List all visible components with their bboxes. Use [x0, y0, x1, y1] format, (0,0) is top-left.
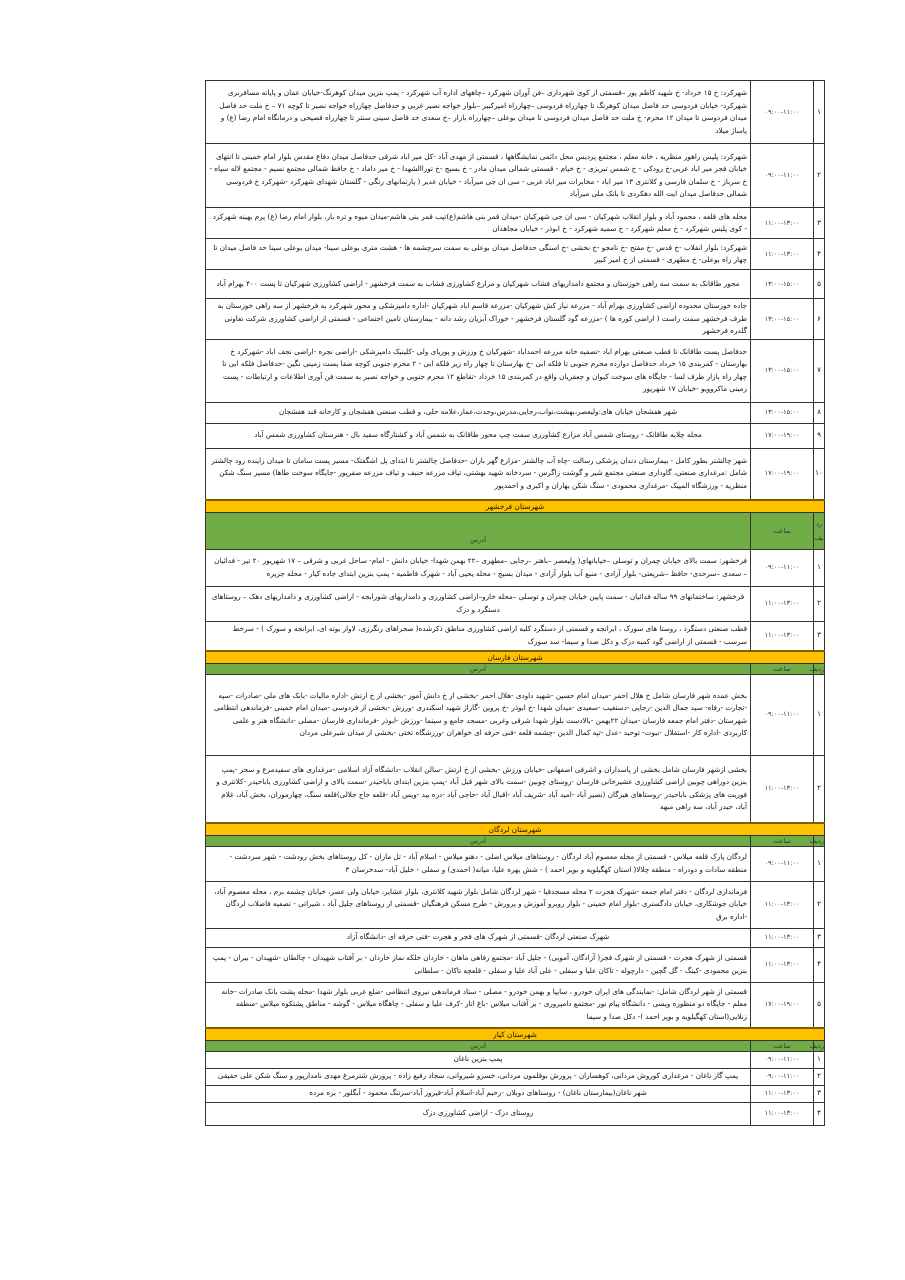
table-row — [206, 621, 825, 651]
table-row — [206, 299, 825, 340]
table-row — [206, 1085, 825, 1102]
address-text: روستای دزک - اراضی کشاورزی دزک — [206, 1102, 751, 1125]
time-range: ۱۱:۰۰-۱۳:۰۰ — [751, 755, 814, 823]
address-text: شهر چالشتر بطور کامل - بیمارستان دندان پزشکی رسالت -چاه آب چالشتر -مزارع گهر باران -حدفاصل چالشتر تا ابتدای پل اشگفتک- مسیر پست سامان تا میدان زاینده رود چالشتر شامل :مرغداری صنعتی، گاوداری صنعتی مجتمع شیر و گوشت زاگرس - سردخانه شهید بهشتی، تیاف مزرعه حنیف و تیاف مزرعه صفرپور -جایگاه سوخت طاها) مسیر سنگ شکن منظریه - ورزشگاه المپیک -مرغداری محمودی - سنگ شکن بهاران و اکبری و احمدپور — [206, 448, 751, 500]
address-text: فرخشهر: ساختمانهای ۹۹ ساله فدائیان - سمت پایین خیابان چمران و توسلی –محله خارو–اراضی کشاورزی و دامداریهای شورابجه - اراضی کشاورزی و دامداریهای دهک – روستاهای دستگرد و دزک — [206, 586, 751, 621]
row-number: ۳ — [814, 928, 825, 947]
address-text: فرمانداری لردگان - دفتر امام جمعه -شهرک هجرت ۲ محله مسجدقبا - شهر لردگان شامل بلوار شهید کلانتری، بلوار عشایر، خیابان ولی عصر، خیابان چشمه برم ، محله معصوم آباد، خیابان جوشکاری، خیابان دادگستری -بلوار امام خمینی - بلوار روبرو آموزش و پرورش - طرح مسکن فرهنگیان -قسمتی از روستاهای جلیل آباد ، شیراتی - تصفیه فاضلاب لردگان -اداره برق — [206, 881, 751, 928]
time-range: ۰۹:۰۰-۱۱:۰۰ — [751, 1068, 814, 1085]
address-text: شهرک صنعتی لردگان -قسمتی از شهرک های فجر و هجرت -فنی حرفه ای -دانشگاه آزاد — [206, 928, 751, 947]
row-number: ۲ — [814, 1068, 825, 1085]
row-number: ۵ — [814, 270, 825, 299]
header-time: ساعت — [751, 835, 814, 846]
header-address: آدرس — [206, 835, 751, 846]
column-header-row — [206, 835, 825, 846]
time-range: ۱۳:۰۰-۱۵:۰۰ — [751, 339, 814, 402]
address-text: شهرکرد: بلوار انقلاب -خ قدس -خ مفتح -خ نامجو -خ نخشی -خ اسنگی حدفاصل میدان بوعلی به سمت سرچشمه ها - هشت متری بوعلی سینا- میدان بوعلی سینا حد فاصل میدان تا چهار راه بوعلی- خ مطهری - قسمتی از خ امیر کبیر — [206, 239, 751, 270]
time-range: ۱۱:۰۰-۱۳:۰۰ — [751, 621, 814, 651]
table-row — [206, 755, 825, 823]
table-row — [206, 1051, 825, 1068]
address-text: شهرکرد: خ ۱۵ خرداد- خ شهید کاظم پور –قسمتی از کوی شهرداری –فن آوران شهرکرد –چاههای اداره آب شهرکرد - پمپ بنزین میدان کوهرنگ-خیابان عمان و پایانه مسافربری شهرکرد- خیابان فردوسی حد فاصل میدان کوهرنگ تا چهارراه فردوسی –چهارراه امیرکبیر –بلوار خواجه نصیر غربی و حدفاصل چهارراه خواجه نصیر تا کوچه ۷۱ – خ ملت حد فاصل میدان فردوسی تا میدان ۱۲ محرم- خ ملت حد فاصل میدان فردوسی تا میدان بوعلی –چهارراه بازار –خ سعدی حد فاصل سینی سنتر تا چهارراه فصیحی و درمانگاه امام رضا (ع) و پاساژ میلاد — [206, 81, 751, 144]
table-row — [206, 144, 825, 208]
table-row — [206, 423, 825, 448]
table-row — [206, 448, 825, 500]
time-range: ۱۱:۰۰-۱۳:۰۰ — [751, 881, 814, 928]
table-row — [206, 239, 825, 270]
row-number: ۱ — [814, 674, 825, 755]
time-range: ۰۹:۰۰-۱۱:۰۰ — [751, 674, 814, 755]
row-number: ۸ — [814, 402, 825, 423]
time-range: ۰۹:۰۰-۱۱:۰۰ — [751, 549, 814, 586]
row-number: ۵ — [814, 982, 825, 1028]
county-title: شهرستان لردگان — [206, 823, 825, 836]
table-row — [206, 549, 825, 586]
address-text: محور طاقانک به سمت سه راهی خوزستان و مجتمع دامداریهای فشاب شهرکیان و مزارع کشاورزی فشاب به سمت فرخشهر - اراضی کشاورزی شهرکیان تا پست ۴۰۰ بهرام آباد — [206, 270, 751, 299]
county-title: شهرستان کیار — [206, 1028, 825, 1041]
section-title-row — [206, 823, 825, 836]
header-time: ساعت — [751, 512, 814, 549]
time-range: ۱۱:۰۰-۱۳:۰۰ — [751, 928, 814, 947]
section-title-row — [206, 1028, 825, 1041]
row-number: ۳ — [814, 1085, 825, 1102]
column-header-row — [206, 512, 825, 549]
header-time: ساعت — [751, 663, 814, 674]
time-range: ۱۱:۰۰-۱۳:۰۰ — [751, 586, 814, 621]
table-row — [206, 846, 825, 881]
row-number: ۱ — [814, 81, 825, 144]
header-row-number: ردیف — [809, 664, 824, 673]
address-text: قسمتی از شهرک هجرت - قسمتی از شهرک فجر( آزادگان، آمویی) - جلیل آباد -مجتمع رفاهی ماهان - خاردان خلکه نماز خاردان - بر آفتاب شهیدان - چالطان -شهیدان - بیران - پمپ بنزین محمودی -کینگ - گل گچین - دارچوله - تاکان علیا و سفلی - علی آباد علیا و سفلی - قلعچه تاکان - سلطانی — [206, 947, 751, 982]
address-text: شهرکرد: پلیس راهور منظریه ، خانه معلم ، مجتمع پردیس محل دائمی نمایشگاهها ، قسمتی از مهدی آباد -کل میر اباد شرقی حدفاصل میدان دفاع مقدس بلوار امام خمینی تا انتهای خیابان فجر میر اباد غربی-خ رودکی - خ شمس تبریزی - خ خیام - قسمتی شمالی میدان مادر - خ بسیج -خ توراالشهدا - خ میر داماد - خ حافظ شمالی مجتمع نسیم - مجتمع لاله سپاه - خ سرباز - خ سلمان فارسی و کلانتری ۱۳ میر اباد - مخابرات میر اباد غربی - سی ان جی میرآباد - خیابان غدیر ( پارتمانهای رنگی - گلستان شهدای شهرکرد -شهرکرد خ فردوسی شمالی حدفاصل میدان ایت الله دهکردی تا بانک ملی میرآباد — [206, 144, 751, 208]
row-number: ۲ — [814, 586, 825, 621]
row-number: ۲ — [814, 755, 825, 823]
header-address: آدرس — [206, 512, 751, 549]
table-row — [206, 881, 825, 928]
address-text: حدفاصل پست طاقانک تا قطب صنعتی بهرام اباد -تصفیه خانه مزرعه احمداباد -شهرکیان خ ورزش و پوریای ولی -کلینیک دامپزشکی -اراضی نجره -اراضی نجف اباد -شهرکرد خ بهارستان - کمربندی ۱۵ خرداد حدفاصل دوازده محرم جنوبی تا فلکه ابی -خ بهارستان تا چهار راه زیر فلکه ابی - ۲ محرم جنوبی کوچه صفا پست زمینی نگین -حدفاصل فلکه ابی تا چهار راه بازار طرف لسا - جایگاه های سوخت کیوان و جعفریان واقع در کمربندی ۱۵ خرداد -تقاطع ۱۲ محرم جنوبی و خواجه نصیر به سمت فن آوری اطلاعات و ارتباطات - پست زمینی ماکروویو -خیابان ۱۷ شهریور — [206, 339, 751, 402]
table-row — [206, 1068, 825, 1085]
time-range: ۱۱:۰۰-۱۳:۰۰ — [751, 208, 814, 239]
address-text: بخشی ازشهر فارسان شامل بخشی از پاسداران و اشرفی اصفهانی -خیابان ورزش -بخشی از خ ارتش -سالن انقلاب -دانشگاه آزاد اسلامی -مرغداری های سفیدمرغ و سحر -پمپ بنزین دوراهی چوبین اراضی کشاورزی عشیرخانی فارسان -روستای چوبین -سمت بالای شهر قبل آباد -پمپ بنزین ابتدای باباحیدر -سمت بالای و اراضی کشاورزی باباحیدر -کلانتری و فوریت های پزشکی باباحیدر -روستاهای هیرگان (نصیر آباد -امید آباد -شریف آباد -اقبال آباد -حاجی آباد -دره بید -ویس آباد -قلعه حاج جلالی)قلعه سنگ، چهارموران، بخش آباد، غلام آباد، حیدر آباد، سه راهی مبهه — [206, 755, 751, 823]
table-row — [206, 586, 825, 621]
row-number: ۳ — [814, 208, 825, 239]
row-number: ۱ — [814, 1051, 825, 1068]
time-range: ۰۹:۰۰-۱۱:۰۰ — [751, 1051, 814, 1068]
table-row — [206, 339, 825, 402]
column-header-row — [206, 1040, 825, 1051]
row-number: ۴ — [814, 239, 825, 270]
address-text: شهر هفشجان خیابان های:ولیعصر،بهشت،نواب،رجایی،مدرس،وحدت،عمار،علامه حلی، و قطب صنعتی هفشجان و کارخانه قند هفشجان — [206, 402, 751, 423]
address-text: قسمتی از شهر لردگان شامل: -نمایندگی های ایران خودرو ، سایپا و بهمن خودرو - مصلی - ستاد فرماندهی نیروی انتظامی -ضلع غربی بلوار شهدا -محله پشت بانک صادرات -خانه معلم - جایگاه دو منظوره ویسی - دانشگاه پیام نور -مجتمع دامپروری - بر آفتاب میلاس -باغ انار -کرف علیا و سفلی - چاهگاه میلاس - گوشه - مناطق پشتکوه میلاس -منطقه زنلایی(استان کهگیلویه و بویر احمد )- دکل صدا و سیما — [206, 982, 751, 1028]
header-time: ساعت — [751, 1040, 814, 1051]
row-number: ۳ — [814, 621, 825, 651]
county-title: شهرستان فرخشهر — [206, 500, 825, 513]
address-text: جاده خوزستان محدوده اراضی کشاورزی بهرام آباد - مزرعه نیاز کش شهرکیان -مزرعه قاسم اباد شهرکیان -اداره دامپزشکی و محور شهرکرد به فرخشهر از سه راهی خوزستان به طرف فرخشهر سمت راست ( اراضی کوره ها ) -مزرعه گود گلستان فرخشهر - خوراک آبزیان رشد دانه - بیمارستان تامین اجتماعی - قسمتی از اراضی کشاورزی شرکت تعاونی گلدره فرخشهر — [206, 299, 751, 340]
address-text: قطب صنعتی دستگرد ، روستا های سورک ، ابرانجه و قسمتی از دستگرد کلیه اراضی کشاورزی مناطق ذکرشده( صحراهای رنگرزی، لاوار بوته ای، ابرانجه و سورک ) - سرخط سرسب - قسمتی از اراضی گود کمبه دزک و دکل صدا و سیما- سد سورک — [206, 621, 751, 651]
row-number: ۹ — [814, 423, 825, 448]
row-number: ۷ — [814, 339, 825, 402]
address-text: شهر ناغان(بیمارستان ناغان) - روستاهای دوبلان -رحیم آباد-اسلام آباد-فیروز آباد-سرتنگ محمود - آبگلور - بره مرده — [206, 1085, 751, 1102]
time-range: ۱۱:۰۰-۱۳:۰۰ — [751, 239, 814, 270]
row-number: ۴ — [814, 947, 825, 982]
header-row-number: ردیف — [809, 1041, 824, 1050]
header-row-number: ردیف — [809, 836, 824, 845]
time-range: ۰۹:۰۰-۱۱:۰۰ — [751, 81, 814, 144]
address-text: پمپ بنزین ناغان — [206, 1051, 751, 1068]
county-title: شهرستان فارسان — [206, 651, 825, 664]
row-number: ۴ — [814, 1102, 825, 1125]
time-range: ۰۹:۰۰-۱۱:۰۰ — [751, 144, 814, 208]
time-range: ۱۷:۰۰-۱۹:۰۰ — [751, 982, 814, 1028]
section-title-row — [206, 500, 825, 513]
time-range: ۱۳:۰۰-۱۵:۰۰ — [751, 270, 814, 299]
row-number: ۱۰ — [814, 448, 825, 500]
time-range: ۱۱:۰۰-۱۳:۰۰ — [751, 947, 814, 982]
row-number: ۶ — [814, 299, 825, 340]
address-text: بخش عمده شهر فارسان شامل خ هلال احمر -میدان امام حسین -شهید داودی -هلال احمر -بخشی از خ دانش آموز -بخشی از خ ارتش -اداره مالیات -بانک های ملی -صادرات -سپه -تجارت -رفاه- سید جمال الدین -رجایی -دستغیب -سعیدی -میدان شهدا -خ ابوذر -خ پروین -گاراژ شهید اسکندری -ورزش -بخشی از فردوسی -میدان امام خمینی -فرماندهی انتظامی شهرستان -دفتر امام جمعه فارسان -میدان ۲۲بهمن -بالادست بلوار شهدا شرقی وغربی -مسجد جامع و سینما -ورزش -ابوذر -فرمانداری فارسان -مصلی -دانشگاه هنر و علمی کاربردی -اداره کار -استقلال -نبوت- توحید -عدل -تپه کمال الدین -چشمه قلعه -فنی حرفه ای خواهران -ورزشگاه تختی -بخشی از میدان شیرعلی مردان — [206, 674, 751, 755]
time-range: ۰۹:۰۰-۱۱:۰۰ — [751, 846, 814, 881]
table-row — [206, 270, 825, 299]
table-row — [206, 402, 825, 423]
header-row-number: رد یف — [814, 512, 825, 549]
address-text: محله چلابه طاقانک - روستای شمس آباد مزارع کشاورزی سمت چپ محور طاقانک به شمس آباد و کشتارگاه سفید بال - هنرستان کشاورزی شمس آباد — [206, 423, 751, 448]
address-text: فرخشهر: سمت بالای خیابان چمران و توسلی –خیابانهای( ولیعصر –باهنر –رجایی –مطهری –۲۲ بهمن شهدا- خیابان دانش - امام- ساحل غربی و شرقی – ۱۷ شهریور ۲۰ تیر - فدائیان – سعدی –سرحدی- حافظ –شریعتی- بلوار آزادی - منبع آب بلوار آزادی - میدان بسیج - محله یحیی آباد - شهرک فاطمیه - پمپ بنزین ابتدای جاده کیار - محله جزیره — [206, 549, 751, 586]
row-number: ۱ — [814, 846, 825, 881]
address-text: لردگان پارک قلعه میلاس - قسمتی از محله معصوم آباد لردگان - روستاهای میلاس اصلی - دهنو میلاس - اسلام آباد - تل ماران - کل روستاهای بخش رودشت - شهر سردشت - منطقه سادات و دودراه - منطقه چلالا( استان کهگیلویه و بویر احمد ) - شش بهره علیا، میانه( احمدی) و سفلی - خلیل آباد- سدخرسان ۳ — [206, 846, 751, 881]
table-row — [206, 928, 825, 947]
time-range: ۱۳:۰۰-۱۵:۰۰ — [751, 299, 814, 340]
table-row — [206, 208, 825, 239]
outage-table — [205, 80, 825, 1126]
row-number: ۲ — [814, 881, 825, 928]
address-text: پمپ گاز ناغان - مرغداری کوروش مردانی، کوهساران - پرورش بوقلمون مردانی، خسرو شیروانی، سجاد رفیع زاده - پرورش شترمرغ مهدی نامدارپور و سنگ شکن علی حقیقی — [206, 1068, 751, 1085]
section-title-row — [206, 651, 825, 664]
time-range: ۱۷:۰۰-۱۹:۰۰ — [751, 423, 814, 448]
table-row — [206, 1102, 825, 1125]
time-range: ۱۷:۰۰-۱۹:۰۰ — [751, 448, 814, 500]
table-row — [206, 947, 825, 982]
table-row — [206, 674, 825, 755]
row-number: ۲ — [814, 144, 825, 208]
outage-schedule-document — [205, 80, 825, 1126]
table-row — [206, 81, 825, 144]
header-address: آدرس — [206, 663, 751, 674]
address-text: محله های قلعه ، محمود آباد و بلوار انقلاب شهرکیان - سی ان جی شهرکیان -میدان قمر بنی هاشم(ع)تپب قمر بنی هاشم-میدان میوه و تره بار، بلوار امام رضا (ع) پرم بهینه شهرکرد - کوی پلیس شهرکرد - خ معلم شهرکرد - خ سمیه شهرکرد - خ ابوذر - خیابان مجاهدان — [206, 208, 751, 239]
header-address: آدرس — [206, 1040, 751, 1051]
table-body — [206, 81, 825, 1126]
row-number: ۱ — [814, 549, 825, 586]
time-range: ۱۱:۰۰-۱۳:۰۰ — [751, 1085, 814, 1102]
time-range: ۱۳:۰۰-۱۵:۰۰ — [751, 402, 814, 423]
table-row — [206, 982, 825, 1028]
time-range: ۱۱:۰۰-۱۳:۰۰ — [751, 1102, 814, 1125]
column-header-row — [206, 663, 825, 674]
